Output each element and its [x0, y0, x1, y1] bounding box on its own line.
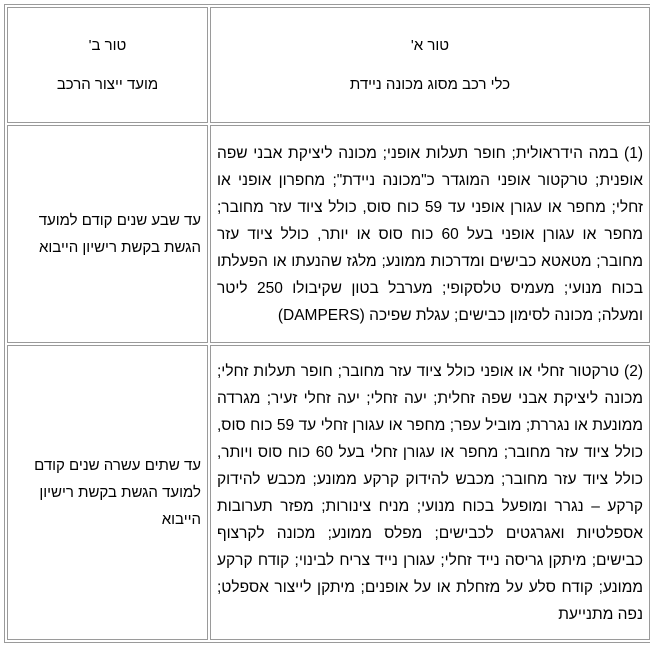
vehicle-types-cell [210, 345, 650, 640]
column-b-subtitle: מועד ייצור הרכב [56, 76, 159, 93]
manufacture-time-text: עד שתים עשרה שנים קודם למועד הגשת בקשת רישיון הייבוא [34, 457, 201, 528]
manufacture-time-cell [7, 125, 208, 343]
column-a-subtitle: כלי רכב מסוג מכונה ניידת [349, 76, 511, 93]
table-row [7, 125, 650, 343]
vehicle-types-text: (1) במה הידראולית; חופר תעלות אופני; מכונה ליציקת אבני שפה אופנית; טרקטור אופני המוגדר כ"מכונה ניידת"; מחפרון אופני או זחלי; מחפר או עגורן אופני עד 59 כוח סוס, כולל ציוד עזר מחובר; מחפר או עגורן אופני בעל 60 כוח סוס או יותר, כולל ציוד עזר מחובר; מטאטא כבישים ומדרכות ממונע; מלגז שהנעתו או הפעלתו בכוח מנועי; מעמיס טלסקופי; מערבל בטון שקיבולו 250 ליטר ומעלה; מכונה לסימון כבישים; עגלת שפיכה (DAMPERS) [217, 144, 644, 324]
table-header-row [7, 7, 650, 123]
table-row [7, 345, 650, 640]
column-b-header [7, 7, 208, 123]
column-b-title: טור ב' [88, 37, 127, 54]
vehicle-types-text: (2) טרקטור זחלי או אופני כולל ציוד עזר מחובר; חופר תעלות זחלי; מכונה ליציקת אבני שפה זחלית; יעה זחלי; יעה זחלי זעיר; מגרדה ממונעת או נגררת; מוביל עפר; מחפר או עגורן זחלי עד 59 כוח סוס, כולל ציוד עזר מחובר; מחפר או עגורן זחלי בעל 60 כוח סוס ויותר, כולל ציוד עזר מחובר; מכבש להידוק קרקע ממונע; מכבש להידוק קרקע – נגרר ומופעל בכוח מנועי; מניח צינורות; מפזר תערובות אספלטיות ואגרגטים לכבישים; מפלס ממונע; מכונה לקרצוף כבישים; מיתקן גריסה נייד זחלי; עגורן נייד צריח לבינוי; קודח קרקע ממונע; קודח סלע על מזחלת או על אופנים; מיתקן לייצור אספלט; נפה מתנייעת [217, 362, 644, 623]
column-a-header [210, 7, 650, 123]
manufacture-time-cell [7, 345, 208, 640]
manufacture-time-text: עד שבע שנים קודם למועד הגשת בקשת רישיון הייבוא [38, 212, 201, 256]
vehicle-types-cell [210, 125, 650, 343]
vehicle-manufacture-table [4, 4, 650, 643]
column-a-title: טור א' [410, 37, 450, 54]
